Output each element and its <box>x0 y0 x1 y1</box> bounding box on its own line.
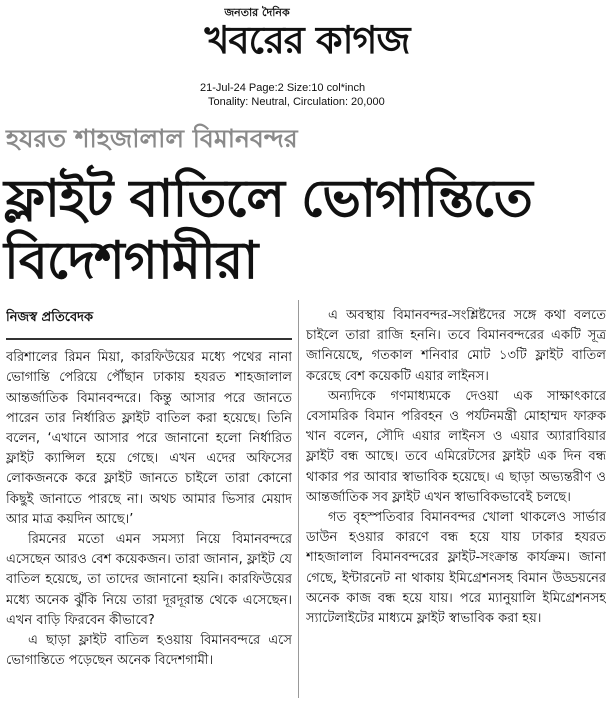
column-divider <box>298 300 299 698</box>
headline-line-2: বিদেশগামীরা <box>4 231 258 291</box>
newspaper-name: খবরের কাগজ <box>204 18 410 62</box>
byline-divider <box>6 338 292 340</box>
article-paragraph: এ অবস্থায় বিমানবন্দর-সংশ্লিষ্টদের সঙ্গে কথা বলতে চাইলে তারা রাজি হননি। তবে বিমানবন্দরের একটি সূত্র জানিয়েছে, গতকাল শনিবার মোট ১৩টি ফ্লাইট বাতিল করেছে বেশ কয়েকটি এয়ার লাইনস। <box>306 308 606 384</box>
headline-line-1: ফ্লাইট বাতিলে ভোগান্তিতে <box>4 169 532 229</box>
article-paragraph: গত বৃহস্পতিবার বিমানবন্দর খোলা থাকলেও সার্ভার ডাউন হওয়ার কারণে বন্ধ হয়ে যায় ঢাকার হযরত শাহজালাল বিমানবন্দরের ফ্লাইট-সংক্রান্ত কার্যক্রম। জানা গেছে, ইন্টারনেট না থাকায় ইমিগ্রেশনসহ বিমান উড্ডয়নের অনেক কাজ বন্ধ হয়ে যায়। পরে ম্যানুয়ালি ইমিগ্রেশনসহ স্যাটেলাইটের মাধ্যমে ফ্লাইট স্বাভাবিক করা হয়। <box>306 510 606 627</box>
article-column-right <box>306 306 606 698</box>
article-column-left <box>6 306 292 698</box>
article-paragraph: বরিশালের রিমন মিয়া, কারফিউয়ের মধ্যে পথের নানা ভোগান্তি পেরিয়ে পৌঁছান ঢাকায় হযরত শাহজালাল আন্তর্জাতিক বিমানবন্দরে। কিন্তু আসার পরে জানতে পারেন তার নির্ধারিত ফ্লাইট বাতিল করা হয়েছে। তিনি বলেন, ‘এখানে আসার পরে জানানো হলো নির্ধারিত ফ্লাইট ক্যান্সিল হয়ে গেছে। এখন এদের অফিসের লোকজনকে করে ফ্লাইট জানতে চাইলে তারা কোনো কিছুই জানাতে পারছে না। অথচ আমার ভিসার মেয়াদ আর মাত্র কয়দিন আছে।’ <box>6 350 292 527</box>
masthead-tagline: জনতার দৈনিক <box>224 6 290 19</box>
clip-tonality: Tonality: Neutral, Circulation: 20,000 <box>208 96 385 108</box>
article-paragraph: রিমনের মতো এমন সমস্যা নিয়ে বিমানবন্দরে এসেছেন আরও বেশ কয়েকজন। তারা জানান, ফ্লাইট যে বাতিল হয়েছে, তা তাদের জানানো হয়নি। কারফিউয়ের মধ্যে অনেক ঝুঁকি নিয়ে তারা দূরদূরান্ত থেকে এসেছেন। এখন বাড়ি ফিরবেন কীভাবে? <box>6 532 292 628</box>
byline: নিজস্ব প্রতিবেদক <box>6 310 94 325</box>
article-paragraph: অন্যদিকে গণমাধ্যমকে দেওয়া এক সাক্ষাৎকারে বেসামরিক বিমান পরিবহন ও পর্যটনমন্ত্রী মোহাম্মদ ফারুক খান বলেন, সৌদি এয়ার লাইনস ও এয়ার অ্যারাবিয়ার ফ্লাইট বন্ধ আছে। তবে এমিরেটসের ফ্লাইট এক দিন বন্ধ থাকার পর আবার স্বাভাবিক হয়েছে। এ ছাড়া অভ্যন্তরীণ ও আন্তর্জাতিক সব ফ্লাইট এখন স্বাভাবিকভাবেই চলছে। <box>306 388 606 505</box>
article-paragraph: এ ছাড়া ফ্লাইট বাতিল হওয়ায় বিমানবন্দরে এসে ভোগান্তিতে পড়েছেন অনেক বিদেশগামী। <box>6 633 292 669</box>
article-headline <box>4 168 608 292</box>
clip-meta: 21-Jul-24 Page:2 Size:10 col*inch <box>200 82 366 94</box>
article-kicker: হযরত শাহজালাল বিমানবন্দর <box>6 124 298 153</box>
